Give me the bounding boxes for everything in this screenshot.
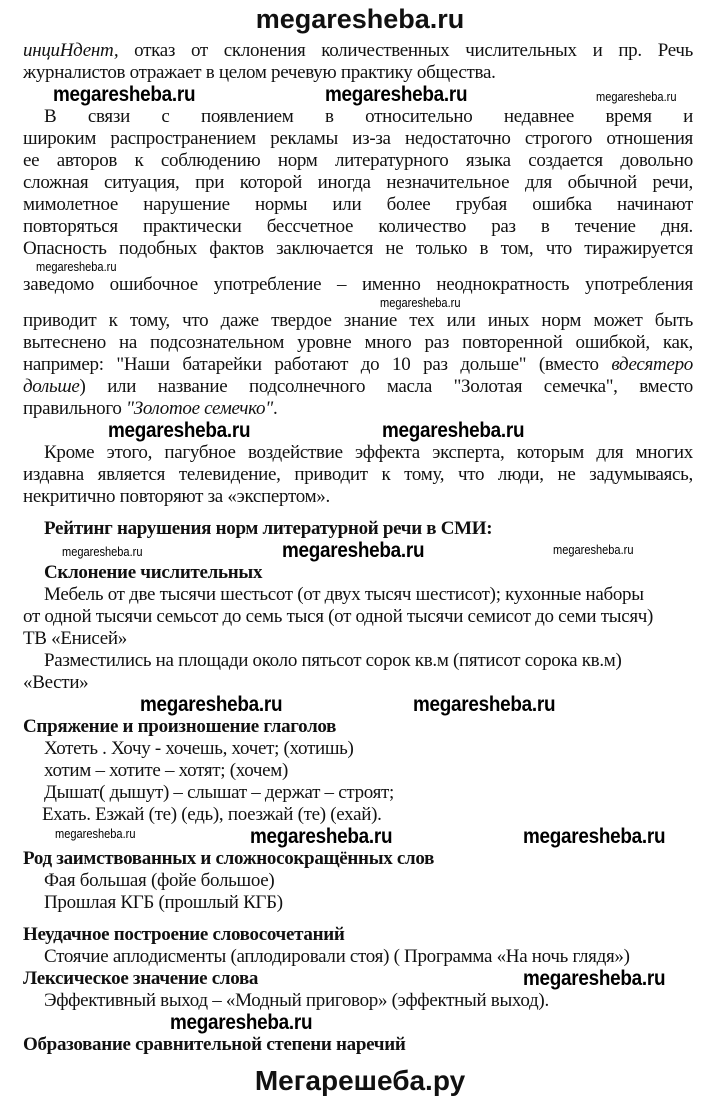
para1-line	[23, 376, 693, 398]
example-line: Прошлая КГБ (прошлый КГБ)	[44, 892, 283, 913]
watermark-row	[0, 540, 720, 562]
text: отказ от склонения количественных числительных и пр. Речь	[118, 40, 693, 61]
section-title: Лексическое значение слова	[23, 968, 259, 989]
para2-line: издавна является телевидение, приводит к тому, что люди, не задумываясь,	[23, 464, 693, 485]
para1-line: ее авторов к соблюдению норм литературного языка создается довольно	[23, 150, 693, 171]
example-line: ТВ «Енисей»	[23, 628, 127, 649]
watermark-small: megaresheba.ru	[553, 542, 634, 557]
watermark-small: megaresheba.ru	[62, 544, 143, 559]
watermark-row	[0, 84, 720, 106]
text: правильного	[23, 398, 127, 419]
watermark: megaresheba.ru	[413, 693, 556, 716]
example-line: Разместились на площади около пятьсот сорок кв.м (пятисот сорока кв.м)	[44, 650, 622, 671]
section-title: Неудачное построение словосочетаний	[23, 924, 345, 945]
watermark: megaresheba.ru	[250, 825, 393, 848]
para1-line	[23, 354, 693, 376]
watermark-row	[0, 260, 720, 274]
spacer	[0, 508, 720, 518]
para1-line: сложная ситуация, при которой иногда незначительное для обычной речи,	[23, 172, 693, 193]
watermark: megaresheba.ru	[325, 83, 468, 106]
watermark-row	[0, 296, 720, 310]
text: например: "Наши батарейки работают до 10 раз дольше" (вместо	[23, 354, 612, 375]
intro-line-2: журналистов отражает в целом речевую практику общества.	[23, 62, 496, 83]
watermark: megaresheba.ru	[108, 419, 251, 442]
example-line: Дышат( дышут) – слышат – держат – строят;	[44, 782, 395, 803]
site-header: megaresheba.ru	[255, 4, 465, 34]
italic-term: инциНдент,	[23, 40, 119, 61]
site-footer: Мегарешеба.ру	[254, 1065, 466, 1096]
watermark: megaresheba.ru	[53, 83, 196, 106]
para2-line: некритично повторяют за «экспертом».	[23, 486, 330, 507]
watermark-row	[0, 1012, 720, 1034]
para1-line: повторяться практически бессчетное количество раз в течение дня.	[23, 216, 693, 237]
watermark-small: megaresheba.ru	[55, 826, 136, 841]
para1-line: мимолетное нарушение нормы или более грубая ошибка начинают	[23, 194, 693, 215]
watermark: megaresheba.ru	[523, 825, 666, 848]
para1-line: вытеснено на подсознательном уровне много раз повторенной ошибкой, как,	[23, 332, 693, 353]
watermark: megaresheba.ru	[140, 693, 283, 716]
watermark-row	[0, 694, 720, 716]
watermark-small: megaresheba.ru	[36, 259, 117, 274]
para1-line: Опасность подобных фактов заключается не только в том, что тиражируется	[23, 238, 693, 259]
intro-line-1	[23, 40, 693, 62]
watermark: megaresheba.ru	[282, 539, 425, 562]
para1-line: В связи с появлением в относительно недавнее время и	[44, 106, 693, 127]
section-title-row	[0, 968, 720, 990]
example-line: от одной тысячи семьсот до семь тыся (от одной тысячи семисот до семи тысяч)	[23, 606, 654, 627]
document-body	[0, 40, 720, 1056]
example-line: Эффективный выход – «Модный приговор» (эффектный выход).	[44, 990, 549, 1011]
watermark-small: megaresheba.ru	[596, 89, 677, 104]
para2-line: Кроме этого, пагубное воздействие эффекта эксперта, которым для многих	[44, 442, 693, 463]
para1-line: заведомо ошибочное употребление – именно неоднократность употребления	[23, 274, 693, 295]
text: .	[272, 398, 278, 419]
rating-title: Рейтинг нарушения норм литературной речи в СМИ:	[44, 518, 493, 539]
text: ) или название подсолнечного масла "Золотая семечка", вместо	[79, 376, 693, 397]
section-title: Образование сравнительной степени наречий	[23, 1034, 406, 1055]
para1-line: широким распространением рекламы из-за недостаточно строгого отношения	[23, 128, 693, 149]
section-title: Род заимствованных и сложносокращённых слов	[23, 848, 435, 869]
para1-line: приводит к тому, что даже твердое знание тех или иных норм может быть	[23, 310, 693, 331]
watermark-small: megaresheba.ru	[380, 295, 461, 310]
watermark-row	[0, 826, 720, 848]
watermark: megaresheba.ru	[382, 419, 525, 442]
example-line: хотим – хотите – хотят; (хочем)	[44, 760, 289, 781]
italic-term: вдесятеро	[611, 354, 693, 375]
italic-term: "Золотое семечко"	[126, 398, 273, 419]
italic-term: дольше	[23, 376, 80, 397]
example-line: Фая большая (фойе большое)	[44, 870, 275, 891]
example-line: Стоячие аплодисменты (аплодировали стоя) ( Программа «На ночь глядя»)	[44, 946, 630, 967]
example-line: «Вести»	[23, 672, 89, 693]
section-title: Склонение числительных	[44, 562, 263, 583]
watermark: megaresheba.ru	[170, 1011, 313, 1034]
spacer	[0, 914, 720, 924]
watermark-row	[0, 420, 720, 442]
example-line: Мебель от две тысячи шестьсот (от двух тысяч шестисот); кухонные наборы	[44, 584, 644, 605]
para1-line	[23, 398, 720, 420]
watermark: megaresheba.ru	[523, 967, 666, 990]
example-line: Ехать. Езжай (те) (едь), поезжай (те) (ехай).	[42, 804, 382, 825]
example-line: Хотеть . Хочу - хочешь, хочет; (хотишь)	[44, 738, 354, 759]
section-title: Спряжение и произношение глаголов	[23, 716, 337, 737]
